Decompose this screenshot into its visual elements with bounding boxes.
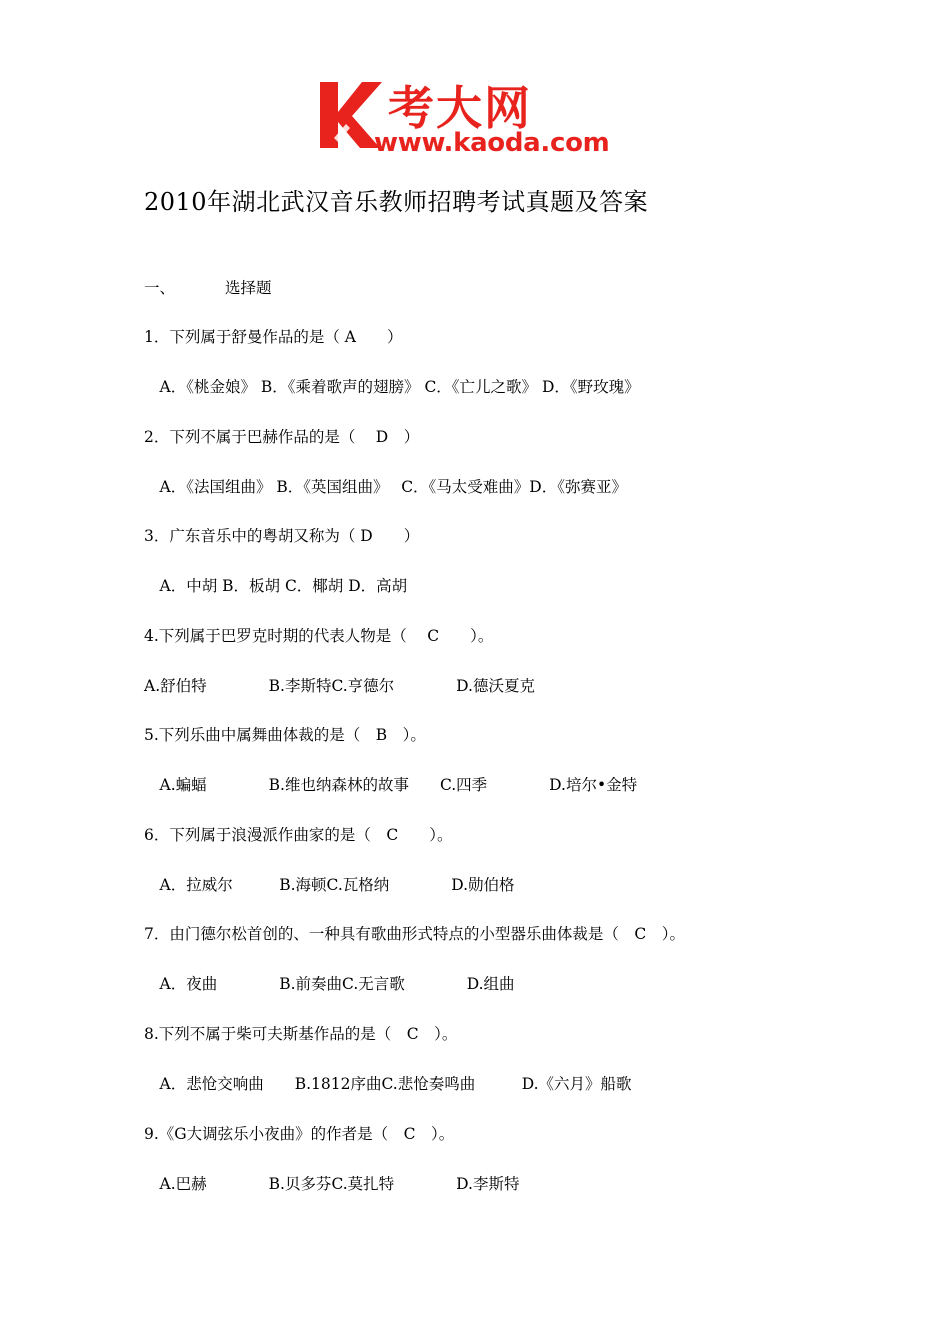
- kaoda-logo[interactable]: [316, 78, 646, 162]
- question-2-options: A．《法国组曲》 B．《英国组曲》 C．《马太受难曲》D．《弥赛亚》: [144, 478, 627, 496]
- question-7: 7．由门德尔松首创的、一种具有歌曲形式特点的小型器乐曲体裁是（ C ）。: [144, 925, 685, 943]
- question-5-options: A.蝙蝠 B.维也纳森林的故事 C.四季 D.培尔•金特: [144, 776, 638, 794]
- question-7-options: A．夜曲 B.前奏曲C.无言歌 D.组曲: [144, 975, 515, 993]
- section-heading: [144, 277, 272, 299]
- question-8-options: A．悲怆交响曲 B.1812序曲C.悲怆奏鸣曲 D.《六月》船歌: [144, 1075, 632, 1093]
- question-3: 3．广东音乐中的粤胡又称为（ D ）: [144, 527, 420, 545]
- question-6-options: A．拉威尔 B.海顿C.瓦格纳 D.勋伯格: [144, 876, 515, 894]
- question-8: 8.下列不属于柴可夫斯基作品的是（ C ）。: [144, 1025, 458, 1043]
- logo-chinese-text: 考大网: [388, 81, 532, 135]
- question-5: 5.下列乐曲中属舞曲体裁的是（ B ）。: [144, 726, 426, 744]
- question-4: 4.下列属于巴罗克时期的代表人物是（ C ）。: [144, 627, 494, 645]
- question-3-options: A．中胡 B．板胡 C．椰胡 D．高胡: [144, 577, 408, 595]
- question-4-options: A.舒伯特 B.李斯特C.亨德尔 D.德沃夏克: [144, 677, 535, 695]
- question-2: 2．下列不属于巴赫作品的是（ D ）: [144, 428, 420, 446]
- question-9-options: A.巴赫 B.贝多芬C.莫扎特 D.李斯特: [144, 1175, 520, 1193]
- question-1-options: A．《桃金娘》 B．《乘着歌声的翅膀》 C．《亡儿之歌》 D．《野玫瑰》: [144, 378, 640, 396]
- question-9: 9.《G大调弦乐小夜曲》的作者是（ C ）。: [144, 1125, 455, 1143]
- logo-url-text: www.kaoda.com: [374, 128, 610, 158]
- section-heading-text: 选择题: [225, 279, 272, 297]
- section-number: 一、: [144, 279, 176, 297]
- question-1: 1．下列属于舒曼作品的是（ A ）: [144, 328, 403, 346]
- question-6: 6．下列属于浪漫派作曲家的是（ C ）。: [144, 826, 453, 844]
- document-title: 2010年湖北武汉音乐教师招聘考试真题及答案: [144, 188, 649, 216]
